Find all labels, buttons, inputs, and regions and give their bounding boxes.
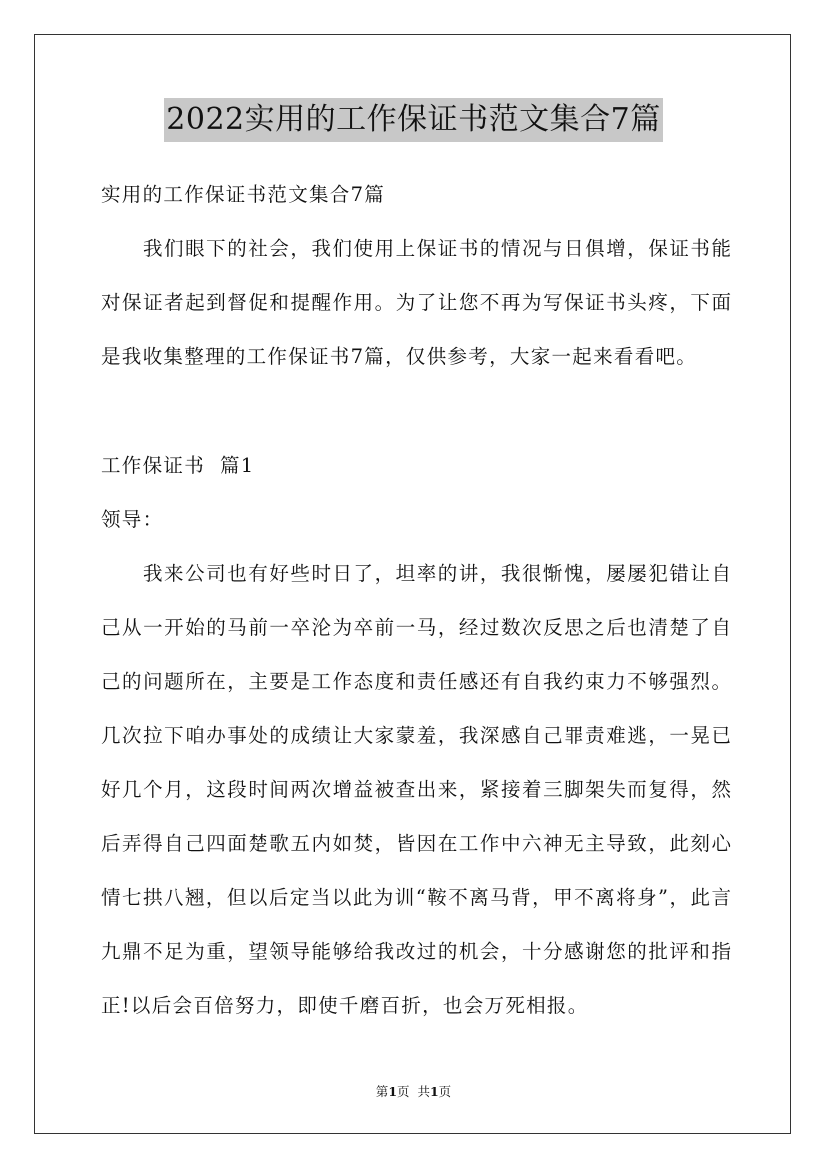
document-title: 2022实用的工作保证书范文集合7篇 <box>164 98 662 142</box>
footer-total-pages: 1 <box>429 1084 439 1099</box>
body-line-8: 九鼎不足为重，望领导能够给我改过的机会，十分感谢您的批评和指 <box>101 940 731 963</box>
page-footer <box>0 1084 827 1100</box>
footer-mid: 页 共 <box>397 1084 430 1099</box>
title-container <box>0 98 827 142</box>
body-line-3: 己的问题所在，主要是工作态度和责任感还有自我约束力不够强烈。 <box>101 670 731 693</box>
body-line-5: 好几个月，这段时间两次增益被查出来，紧接着三脚架失而复得，然 <box>101 778 731 801</box>
footer-prefix: 第 <box>375 1084 389 1099</box>
body-line-7: 情七拱八翘，但以后定当以此为训“鞍不离马背，甲不离将身”，此言 <box>101 886 731 909</box>
document-subtitle: 实用的工作保证书范文集合7篇 <box>101 183 386 206</box>
body-line-1: 我来公司也有好些时日了，坦率的讲，我很惭愧，屡屡犯错让自 <box>143 562 731 585</box>
footer-suffix: 页 <box>438 1084 452 1099</box>
body-line-2: 己从一开始的马前一卒沦为卒前一马，经过数次反思之后也清楚了自 <box>101 616 731 639</box>
intro-line-1: 我们眼下的社会，我们使用上保证书的情况与日俱增，保证书能 <box>143 237 731 260</box>
section-heading: 工作保证书 篇1 <box>101 454 255 477</box>
body-line-4: 几次拉下咱办事处的成绩让大家蒙羞，我深感自己罪责难逃，一晃已 <box>101 724 731 747</box>
body-line-9: 正!以后会百倍努力，即使千磨百折，也会万死相报。 <box>101 994 589 1017</box>
intro-line-3: 是我收集整理的工作保证书7篇，仅供参考，大家一起来看看吧。 <box>101 345 698 368</box>
intro-line-2: 对保证者起到督促和提醒作用。为了让您不再为写保证书头疼，下面 <box>101 291 731 314</box>
body-line-6: 后弄得自己四面楚歌五内如焚，皆因在工作中六神无主导致，此刻心 <box>101 832 731 855</box>
footer-current-page: 1 <box>388 1084 398 1099</box>
salutation: 领导： <box>101 508 164 531</box>
